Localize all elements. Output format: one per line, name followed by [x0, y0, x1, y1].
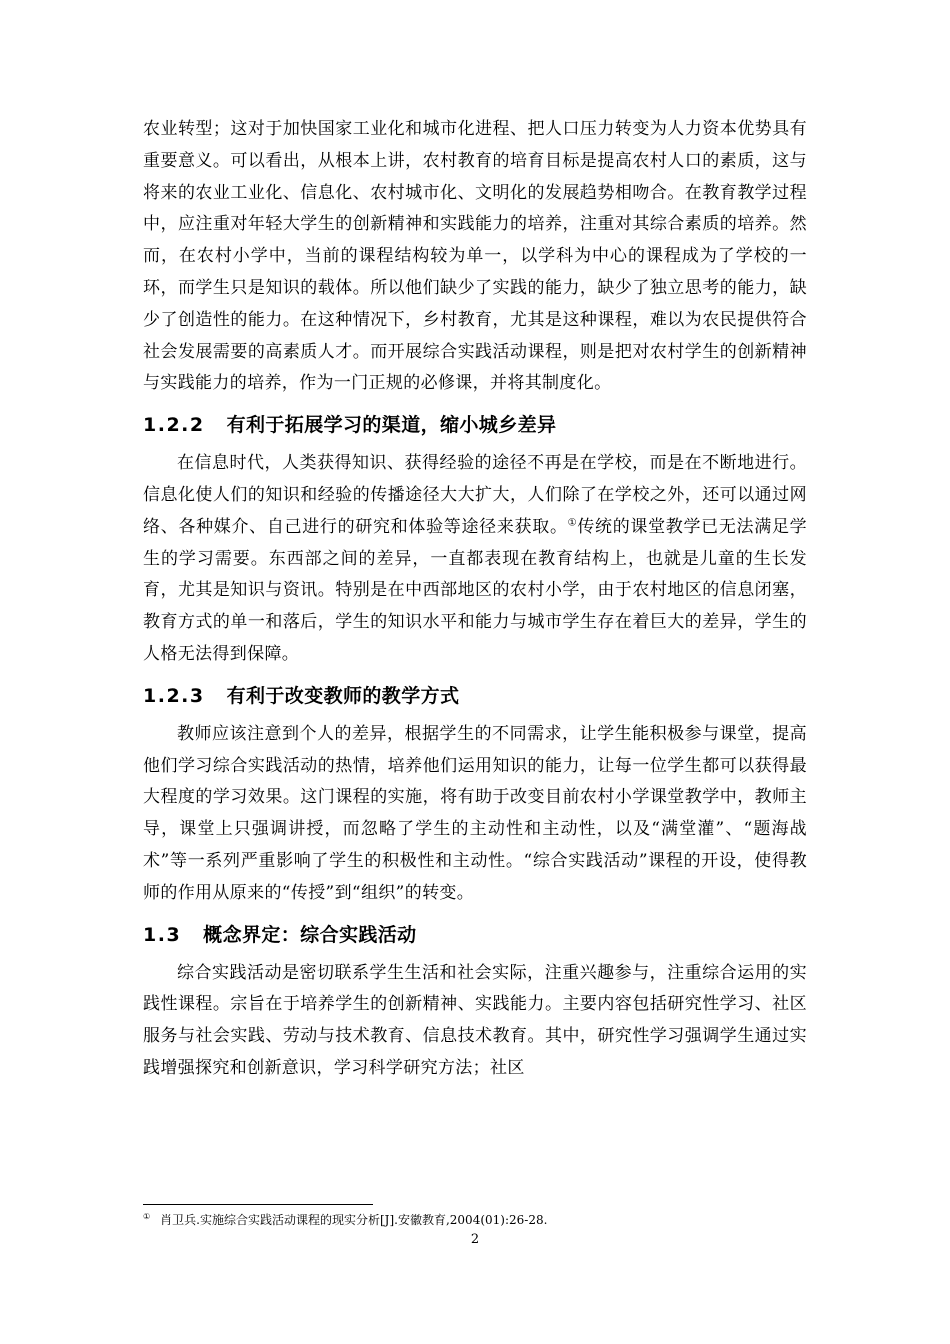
section-number: 1.3 — [143, 923, 182, 946]
page-number: 2 — [470, 1232, 480, 1247]
section-title: 有利于改变教师的教学方式 — [226, 684, 460, 707]
paragraph-text: 在信息时代，人类获得知识、获得经验的途径不再是在学校，而是在不断地进行。信息化使人们的知识和经验的传播途径大大扩大，人们除了在学校之外，还可以通过网络、各种媒介、自己进行的研究和体验等途径来获取。 — [143, 453, 807, 537]
section-heading-1-2-2 — [143, 408, 807, 442]
section-title: 概念界定：综合实践活动 — [203, 923, 417, 946]
footnote-mark: ① — [143, 1212, 151, 1221]
paragraph-continuation: 农业转型；这对于加快国家工业化和城市化进程、把人口压力转变为人力资本优势具有重要意义。可以看出，从根本上讲，农村教育的培育目标是提高农村人口的素质，这与将来的农业工业化、信息化、农村城市化、文明化的发展趋势相吻合。在教育教学过程中，应注重对年轻大学生的创新精神和实践能力的培养，注重对其综合素质的培养。然而，在农村小学中，当前的课程结构较为单一，以学科为中心的课程成为了学校的一环，而学生只是知识的载体。所以他们缺少了实践的能力，缺少了独立思考的能力，缺少了创造性的能力。在这种情况下，乡村教育，尤其是这种课程，难以为农民提供符合社会发展需要的高素质人才。而开展综合实践活动课程，则是把对农村学生的创新精神与实践能力的培养，作为一门正规的必修课，并将其制度化。 — [143, 119, 807, 394]
section-number: 1.2.3 — [143, 684, 205, 707]
paragraph-text: 传统的课堂教学已无法满足学生的学习需要。东西部之间的差异，一直都表现在教育结构上，也就是儿童的生长发育，尤其是知识与资讯。特别是在中西部地区的农村小学，由于农村地区的信息闭塞，教育方式的单一和落后，学生的知识水平和能力与城市学生存在着巨大的差异，学生的人格无法得到保障。 — [143, 516, 807, 664]
paragraph-concept-definition: 综合实践活动是密切联系学生生活和社会实际，注重兴趣参与，注重综合运用的实践性课程。宗旨在于培养学生的创新精神、实践能力。主要内容包括研究性学习、社区服务与社会实践、劳动与技术教育、信息技术教育。其中，研究性学习强调学生通过实践增强探究和创新意识，学习科学研究方法；社区 — [143, 962, 807, 1078]
paragraph-learning-channels — [143, 448, 807, 671]
section-number: 1.2.2 — [143, 414, 205, 437]
footnote-text: 肖卫兵.实施综合实践活动课程的现实分析[J].安徽教育,2004(01):26-28. — [160, 1213, 548, 1227]
footnote — [143, 1212, 807, 1228]
section-title: 有利于拓展学习的渠道，缩小城乡差异 — [226, 414, 557, 437]
paragraph-teaching-methods: 教师应该注意到个人的差异，根据学生的不同需求，让学生能积极参与课堂，提高他们学习综合实践活动的热情，培养他们运用知识的能力，让每一位学生都可以获得最大程度的学习效果。这门课程的实施，将有助于改变目前农村小学课堂教学中，教师主导，课堂上只强调讲授，而忽略了学生的主动性和主动性，以及“满堂灌”、“题海战术”等一系列严重影响了学生的积极性和主动性。“综合实践活动”课程的开设，使得教师的作用从原来的“传授”到“组织”的转变。 — [143, 723, 807, 903]
section-heading-1-2-3 — [143, 679, 807, 713]
footnote-reference[interactable]: ① — [567, 517, 578, 529]
section-heading-1-3 — [143, 918, 807, 952]
page-body — [143, 114, 807, 1085]
footnote-divider — [143, 1204, 373, 1205]
